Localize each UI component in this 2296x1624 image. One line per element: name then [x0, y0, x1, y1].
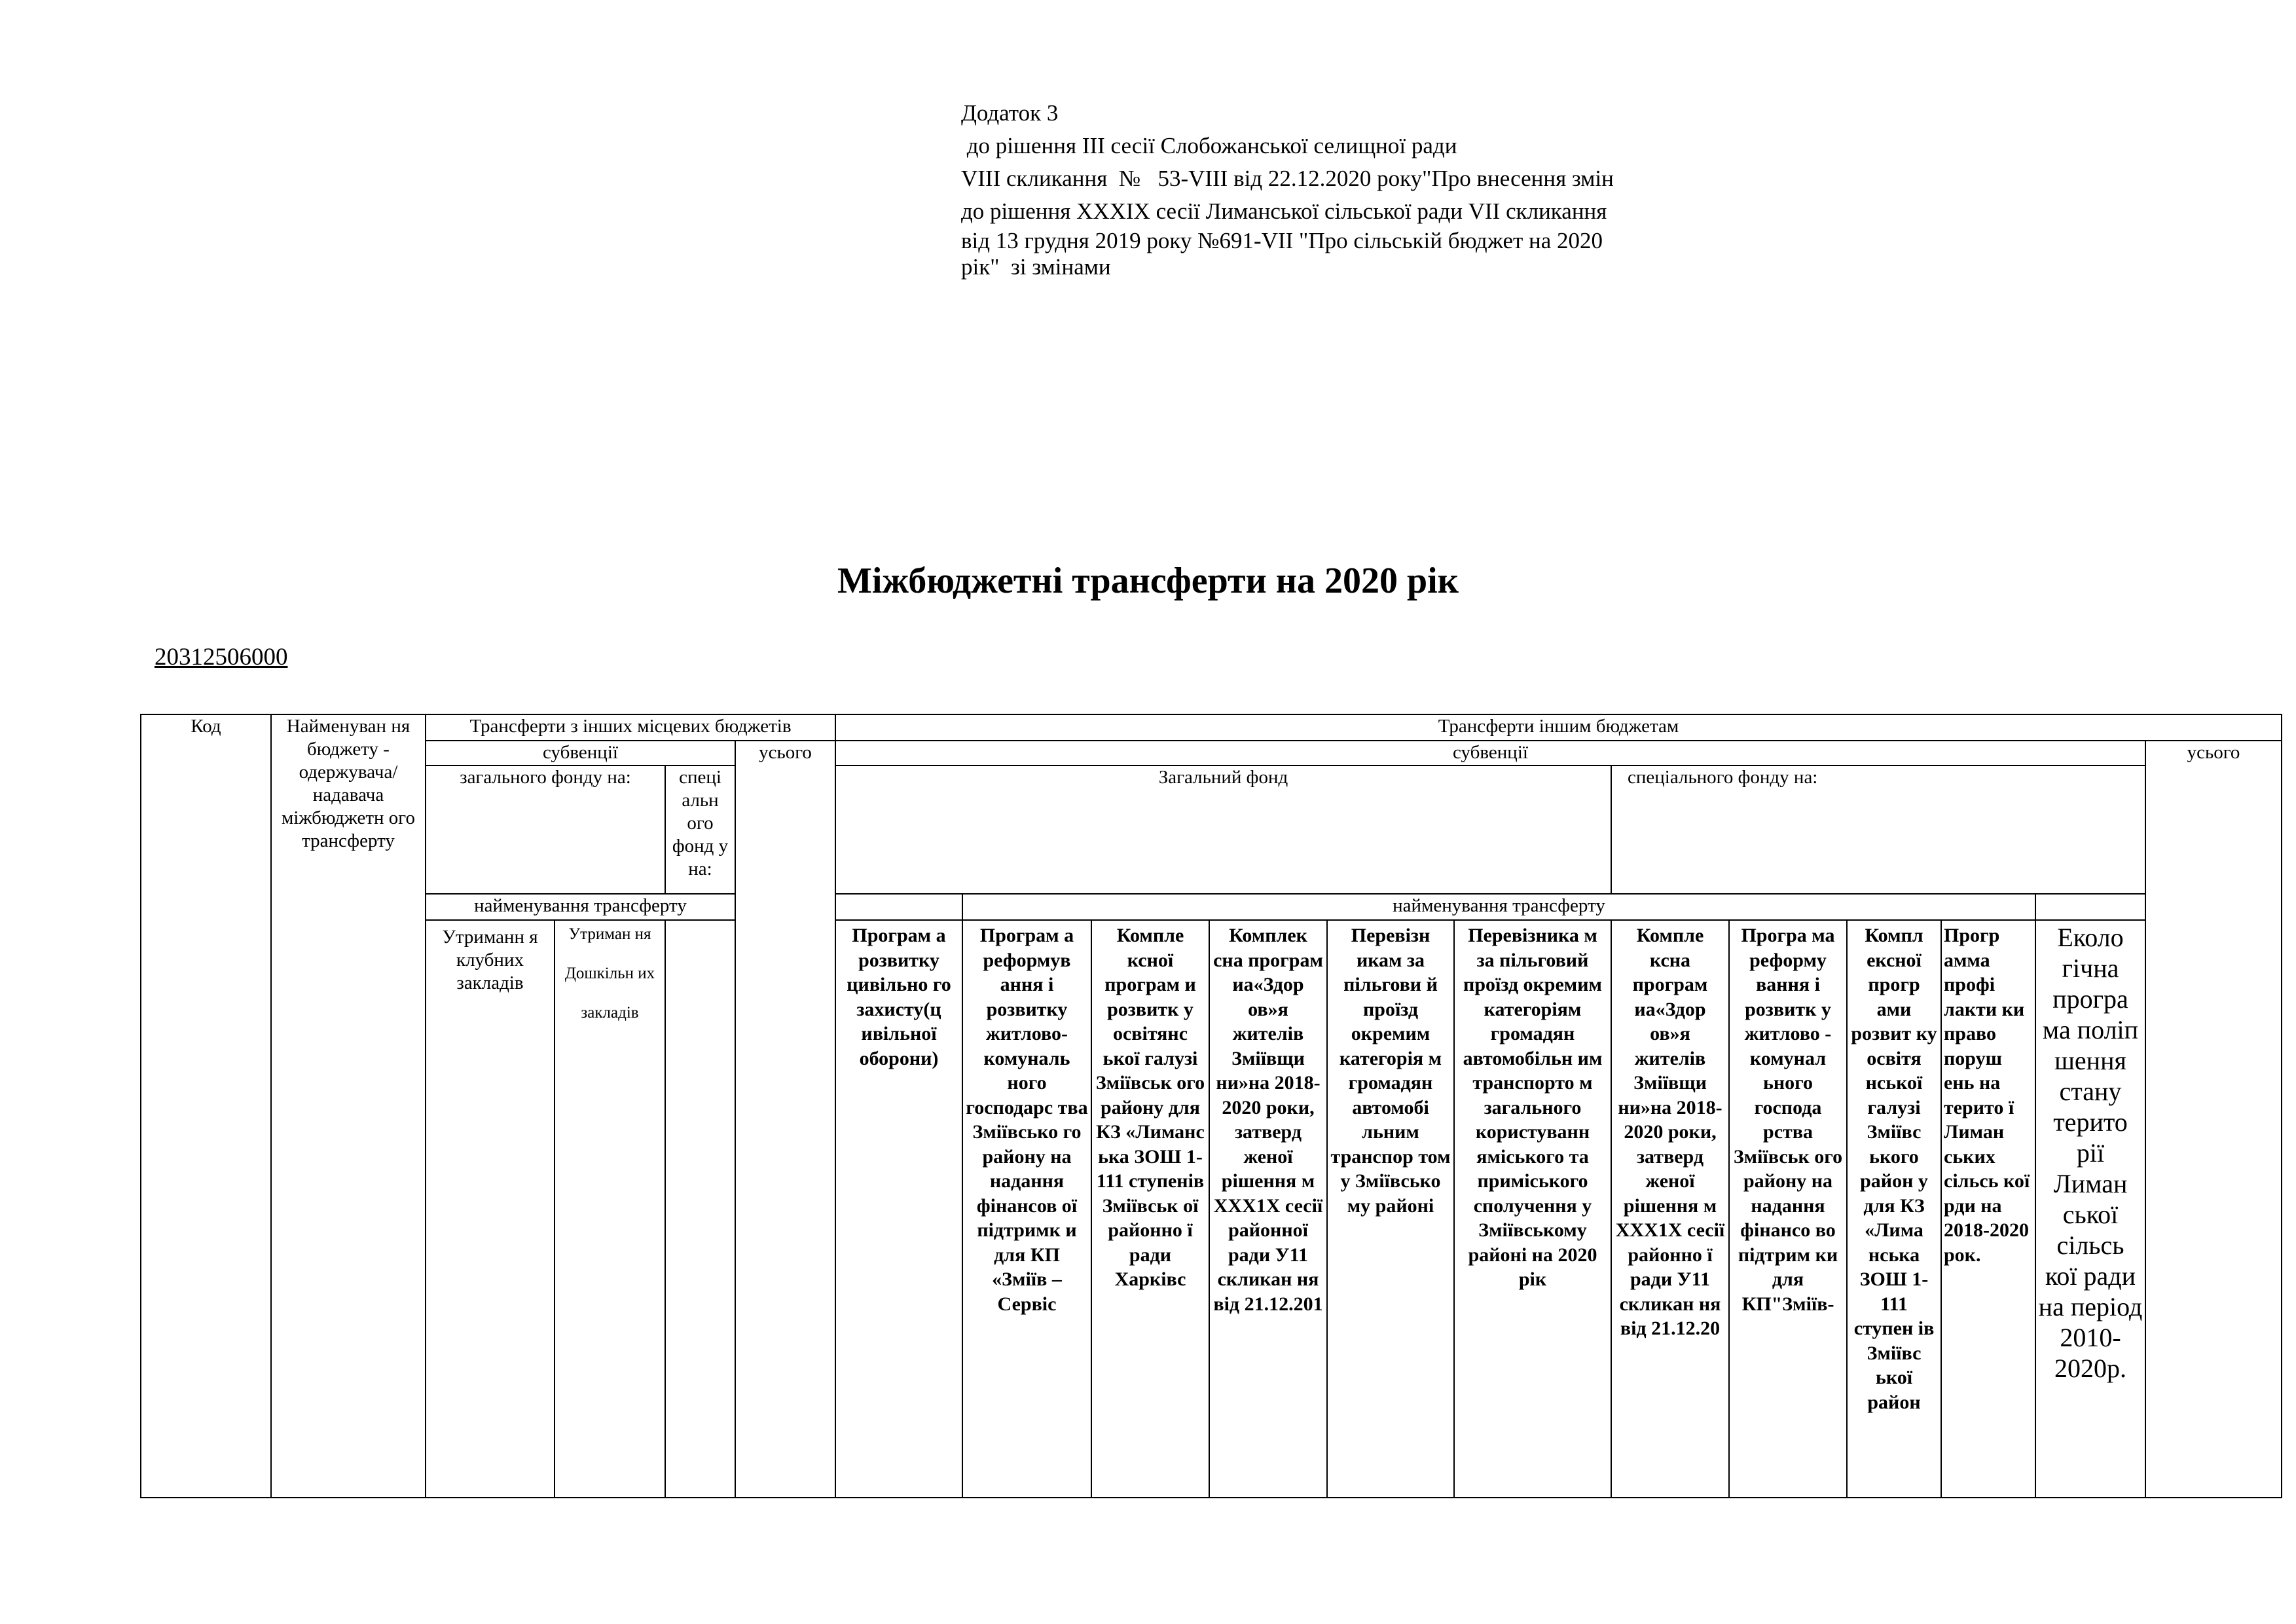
header-line: від 13 грудня 2019 року №691-VII "Про сільській бюджет на 2020: [961, 228, 1603, 253]
outgoing-transfers-header: Трансферти іншим бюджетам: [835, 714, 2282, 741]
header-line: VІІІ скликання № 53-VІІІ від 22.12.2020 року"Про внесення змін: [961, 166, 1614, 191]
item-preschool-line: Утриман ня: [568, 925, 651, 943]
document-header: [961, 97, 1825, 280]
col-budget-name-header: Найменуван ня бюджету - одержувача/ надавача міжбюджетн ого трансферту: [271, 714, 426, 1498]
program-column: Компл ексної прогр ами розвит ку освітя нської галузі Зміївс ького район у для КЗ «Лима нська ЗОШ 1-111 ступен ів Зміївс ької район: [1847, 920, 1941, 1498]
incoming-total-header: усього: [735, 741, 835, 1498]
outgoing-transfer-name-header: найменування трансферту: [962, 894, 2035, 920]
outgoing-total-header: усього: [2145, 741, 2282, 1498]
item-preschool: [555, 920, 665, 1498]
item-clubs: Утриманн я клубних закладів: [426, 920, 555, 1498]
program-column: Програ ма реформу вання і розвитк у житлово - комунал ьного господа рства Зміївськ ого району на надання фінансо во підтрим ки для КП"Зміїв-: [1729, 920, 1847, 1498]
program-column: Компле ксної програм и розвитк у освітянс ької галузі Зміївськ ого району для КЗ «Лиманс ька ЗОШ 1-111 ступенів Зміївськ ої районно ї ради Харківс: [1091, 920, 1209, 1498]
empty-cell: [2035, 894, 2145, 920]
incoming-general-fund-header: загального фонду на:: [426, 766, 665, 894]
col-code-header: Код: [141, 714, 271, 1498]
program-column: Програм а реформув ання і розвитку житлово-комуналь ного господарс тва Зміївсько го району на надання фінансов ої підтримк и для КП «Зміїв – Сервіс: [962, 920, 1091, 1498]
program-column: Програм а розвитку цивільно го захисту(ц ивільної оборони): [835, 920, 962, 1498]
program-column: Перевізника м за пільговий проїзд окремим категоріям громадян автомобільн им транспорто м загального користуванн яміського та приміського сполучення у Зміївському районі на 2020 рік: [1454, 920, 1611, 1498]
incoming-transfers-table: [140, 714, 836, 1498]
header-line: Додаток 3: [961, 100, 1059, 126]
header-line: рік" зі змінами: [961, 254, 1111, 280]
incoming-special-fund-header: спеці альн ого фонд у на:: [665, 766, 735, 894]
incoming-transfer-name-header: найменування трансферту: [426, 894, 735, 920]
outgoing-transfers-table: [835, 714, 2282, 1498]
empty-cell: [665, 920, 735, 1498]
incoming-transfers-header: Трансферти з інших місцевих бюджетів: [426, 714, 835, 741]
outgoing-special-fund-header: спеціального фонду на:: [1611, 766, 2145, 894]
program-column: Комплек сна програм иа«Здор ов»я жителів Зміївщи ни»на 2018-2020 роки, затверд женої рішення м ХХХ1Х сесії районної ради У11 скликан ня від 21.12.201: [1209, 920, 1327, 1498]
outgoing-general-fund-header: Загальний фонд: [835, 766, 1611, 894]
program-column: Компле ксна програм иа«Здор ов»я жителів Зміївщи ни»на 2018-2020 роки, затверд женої рішення м ХХХ1Х сесії районно ї ради У11 скликан ня від 21.12.20: [1611, 920, 1729, 1498]
incoming-subventions-header: субвенції: [426, 741, 735, 766]
budget-code: 20312506000: [155, 644, 288, 671]
program-column: Еколо гічна програ ма поліп шення стану терито рії Лиман ської сільсь кої ради на період 2010-2020р.: [2035, 920, 2145, 1498]
item-preschool-line: закладів: [581, 1004, 639, 1022]
empty-cell: [835, 894, 962, 920]
item-preschool-line: Дошкільн их: [564, 965, 655, 982]
header-line: до рішення XXXIX сесії Лиманської сільської ради VII скликання: [961, 198, 1607, 224]
outgoing-subventions-header: субвенції: [835, 741, 2145, 766]
program-column: Прогр амма профі лакти ки право поруш ень на терито ї Лиман ських сільсь кої рди на 2018-2020 рок.: [1941, 920, 2035, 1498]
program-column: Перевізн икам за пільгови й проїзд окремим категорія м громадян автомобі льним транспор том у Зміївсько му районі: [1327, 920, 1454, 1498]
header-line: до рішення ІІІ сесії Слобожанської селищної ради: [961, 133, 1457, 158]
page-title: Міжбюджетні трансферти на 2020 рік: [837, 561, 1459, 601]
